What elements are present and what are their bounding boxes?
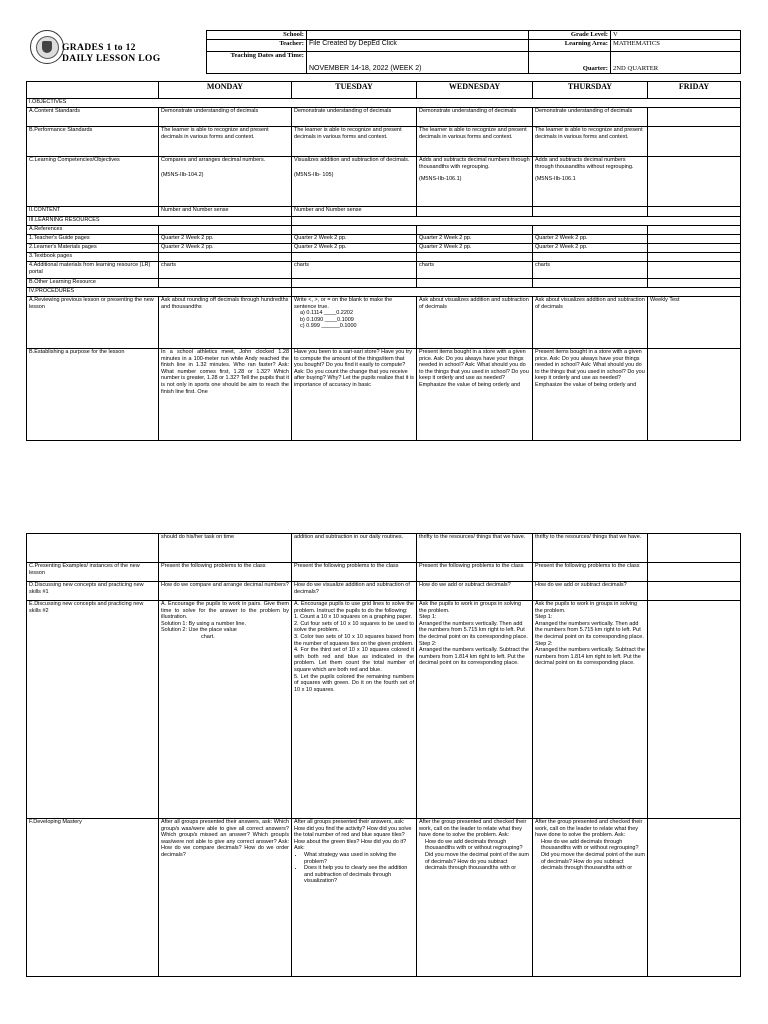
discussing2-thu-step-2-text: Arranged the numbers vertically. Subtract the numbers from 1.814 km right to left. Put the decimal point on its corresponding place. [535,647,645,667]
discussing2-thu [533,601,648,819]
title-line-1: GRADES 1 to 12 [62,42,136,53]
performance-standards-mon: The learner is able to recognize and present decimals in various forms and context. [159,127,292,157]
competencies-wed [417,157,533,207]
competencies-mon-code: (M5NS-IIb-104.2) [161,171,204,178]
day-monday: MONDAY [159,82,292,99]
mastery-tue-bullet-2: • Does it help you to clearly see the addition and subtraction of decimals through visualization? [304,865,414,885]
teaching-dates-value: NOVEMBER 14-18, 2022 (WEEK 2) [307,52,529,74]
textbook-label: 3.Textbook pages [27,253,159,262]
references-label: A.References [27,226,159,235]
purpose-mon: In a school athletics meet, John clocked 1.28 minutes in a 100-meter run while Andy reached the finish line in 1.32 minutes. Who ran faster? Ask: What number comes first, 1.28 or 1.32? Which number is greater, 1.28 or 1.32? Tell the pupils that it is not only in sports one should be aim to reach the finish line first. One [159,349,292,441]
mastery-thu-questions: How do we add decimals through thousandths with or without regrouping? Did you move the decimal point of the sum of decimals? How do you subtract decimals through thousandths with or [541,838,645,872]
content-standards-wed: Demonstrate understanding of decimals [417,108,533,127]
reviewing-tue-a: a) 0.1114 ____0.2202 [300,310,354,317]
competencies-tue-code: (M5NS-IIb- 105) [294,171,334,178]
discussing2-tue-step-5: 5. Let the pupils colored the remaining numbers of squares with green. Do it on the fourth set of 10 x 10 squares. [294,673,414,693]
teachers-guide-mon: Quarter 2 Week 2 pp. [159,235,292,244]
content-standards-mon: Demonstrate understanding of decimals [159,108,292,127]
discussing2-mon-text: A. Encourage the pupils to work in pairs. Give them time to solve for the answer to the problem by illustration. [161,601,289,621]
reviewing-thu: Ask about visualizes addition and subtraction of decimals [533,297,648,349]
mastery-tue-bullet-1: • What strategy was used in solving the problem? [304,852,414,865]
discussing2-tue [292,601,417,819]
cont-mon: should do his/her task on time [159,534,292,563]
mastery-thu-text: After the group presented and checked their work, call on the leader to relate what they have done to solve the problem. Ask: [535,819,643,839]
lesson-table-page-1 [26,81,741,441]
lesson-table-page-2 [26,533,741,977]
reviewing-mon: Ask about rounding off decimals through hundredths and thousandths [159,297,292,349]
competencies-thu [533,157,648,207]
content-tue: Number and Number sense [292,207,417,217]
presenting-tue: Present the following problems to the class [292,563,417,582]
learners-materials-label: 2.Learner's Materials pages [27,244,159,253]
reviewing-tue-text: Write <, >, or = on the blank to make the sentence true. [294,297,393,310]
procedures-heading: IV.PROCEDURES [27,288,292,297]
discussing2-tue-text: A. Encourage pupils to use grid lines to solve the problem. Instruct the pupils to do the following: [294,601,414,614]
learning-area-label: Learning Area: [529,40,611,52]
teachers-guide-tue: Quarter 2 Week 2 pp. [292,235,417,244]
discussing2-mon [159,601,292,819]
additional-materials-tue: charts [292,262,417,279]
discussing2-tue-step-4: 4. For the third set of 10 x 10 squares colored it with both red and blue as indicated in the problem. Let them count the total number of square which are both red and blue. [294,647,414,673]
cont-thu: thrifty to the resources/ things that we have. [533,534,648,563]
content-wed [417,207,533,217]
purpose-label: B.Establishing a purpose for the lesson [27,349,159,441]
competencies-wed-text: Adds and subtracts decimal numbers through thousandths with regrouping. [419,157,530,170]
teachers-guide-wed: Quarter 2 Week 2 pp. [417,235,533,244]
reviewing-fri: Weekly Test [648,297,741,349]
additional-materials-wed: charts [417,262,533,279]
purpose-tue: Have you been to a sari-sari store? Have you try to compute the amount of the things/item that you bought? Do you find it easily to compute? Ask: Do you count the change that you receive after buying? Why? Let the pupils realize that it is importance of accuracy in basic [292,349,417,441]
additional-materials-mon: charts [159,262,292,279]
discussing2-mon-solution-2b: chart. [201,633,215,640]
competencies-thu-text: Adds and subtracts decimal numbers through thousandths without regrouping. [535,157,634,170]
discussing1-tue: How do we visualize addition and subtraction of decimals? [292,582,417,601]
competencies-tue-text: Visualizes addition and subtraction of decimals. [294,157,410,163]
discussing2-label: E.Discussing new concepts and practicing new skills #2 [27,601,159,819]
discussing2-thu-step-2: Step 2: [535,640,553,647]
mastery-wed [417,819,533,977]
cont-tue: addition and subtraction in our daily routines. [292,534,417,563]
day-tuesday: TUESDAY [292,82,417,99]
reviewing-tue-c: c) 0.999 ______0.1000 [300,323,357,330]
quarter-value: 2ND QUARTER [611,52,741,74]
performance-standards-wed: The learner is able to recognize and present decimals in various forms and context. [417,127,533,157]
discussing2-wed-text: Ask the pupils to work in groups in solving the problem. [419,601,522,614]
additional-materials-label: 4.Additional materials from learning resource (LR) portal [27,262,159,279]
discussing1-mon: How do we compare and arrange decimal numbers? [159,582,292,601]
presenting-label: C.Presenting Examples/ instances of the new lesson [27,563,159,582]
mastery-thu [533,819,648,977]
discussing2-thu-step-1-text: Arranged the numbers vertically. Then add the numbers from 5.715 km right to left. Put the decimal point on its corresponding place. [535,620,644,640]
reviewing-tue [292,297,417,349]
mastery-wed-questions: How do we add decimals through thousandths with or without regrouping? Did you move the decimal point of the sum of decimals? How do you subtract decimals through thousandths with or [425,838,529,872]
discussing2-tue-step-2: 2. Cut four sets of 10 x 10 squares to be used to solve the problem. [294,620,414,634]
teacher-label: Teacher: [207,40,307,52]
content-thu [533,207,648,217]
learners-materials-wed: Quarter 2 Week 2 pp. [417,244,533,253]
day-friday: FRIDAY [648,82,741,99]
mastery-tue [292,819,417,977]
learners-materials-mon: Quarter 2 Week 2 pp. [159,244,292,253]
competencies-mon-text: Compares and arranges decimal numbers. [161,157,266,163]
discussing2-wed-step-1: Step 1: [419,614,437,621]
reviewing-tue-b: b) 0.1090 ____0.1009 [300,316,354,323]
presenting-wed: Present the following problems to the class [417,563,533,582]
discussing2-wed-step-2-text: Arranged the numbers vertically. Subtract the numbers from 1.814 km right to left. Put the decimal point on its corresponding place. [419,647,529,667]
competencies-mon [159,157,292,207]
discussing2-thu-text: Ask the pupils to work in groups in solving the problem. [535,601,638,614]
cont-label [27,534,159,563]
school-label: School: [207,31,307,40]
cont-wed: thrifty to the resources/ things that we have. [417,534,533,563]
quarter-label: Quarter: [529,52,611,74]
competencies-label: C.Learning Competencies/Objectives [27,157,159,207]
purpose-fri [648,349,741,441]
content-standards-thu: Demonstrate understanding of decimals [533,108,648,127]
learning-resources-heading: III.LEARNING RESOURCES [27,217,292,226]
additional-materials-thu: charts [533,262,648,279]
learners-materials-thu: Quarter 2 Week 2 pp. [533,244,648,253]
grade-level-label: Grade Level: [529,31,611,40]
discussing2-wed [417,601,533,819]
header-table [206,30,741,74]
day-thursday: THURSDAY [533,82,648,99]
discussing2-tue-step-3: 3. Color two sets of 10 x 10 squares based from the number of squares ties on the given problem. [294,633,414,647]
purpose-wed: Present items bought in a store with a given price. Ask: Do you always have your things needed in school? Ask: What should you do to the things that you used in school? Do you keep it orderly and use as needed? Emphasize the value of being orderly and [417,349,533,441]
content-mon: Number and Number sense [159,207,292,217]
competencies-thu-code: (M5NS-IIb-106.1 [535,176,576,183]
teaching-dates-label: Teaching Dates and Time: [207,52,307,74]
purpose-thu: Present items bought in a store with a given price. Ask: Do you always have your things needed in school? Ask: What should you do to the things that you used in school? Do you keep it orderly and use as needed? Emphasize the value of being orderly and [533,349,648,441]
teacher-value: File Created by DepEd Click [307,40,529,52]
teachers-guide-label: 1.Teacher's Guide pages [27,235,159,244]
competencies-fri [648,157,741,207]
discussing2-wed-step-2: Step 2: [419,640,437,647]
objectives-heading: I.OBJECTIVES [27,99,741,108]
discussing2-tue-step-1: 1. Count a 10 x 10 squares on a graphing paper. [294,614,413,621]
content-label: II.CONTENT [27,207,159,217]
content-standards-label: A.Content Standards [27,108,159,127]
discussing2-thu-step-1: Step 1: [535,614,553,621]
performance-standards-tue: The learner is able to recognize and present decimals in various forms and context. [292,127,417,157]
mastery-wed-text: After the group presented and checked their work, call on the leader to relate what they have done to solve the problem. Ask: [419,819,527,839]
performance-standards-thu: The learner is able to recognize and present decimals in various forms and context. [533,127,648,157]
page-2 [0,512,768,1024]
day-wednesday: WEDNESDAY [417,82,533,99]
discussing2-mon-solution-1: Solution 1: By using a number line. [161,620,246,627]
content-standards-fri [648,108,741,127]
mastery-tue-text: After all groups presented their answers, ask: How did you find the activity? How did you solve the total number of red and blue square tiles? How about the green tiles? How did you do it? Ask: [294,819,412,852]
discussing1-label: D.Discussing new concepts and practicing new skills #1 [27,582,159,601]
discussing1-thu: How do we add or subtract decimals? [533,582,648,601]
school-value [307,31,529,40]
content-standards-tue: Demonstrate understanding of decimals [292,108,417,127]
blank-corner [27,82,159,99]
learning-area-value: MATHEMATICS [611,40,741,52]
discussing2-wed-step-1-text: Arranged the numbers vertically. Then add the numbers from 5.715 km right to left. Put the decimal point on its corresponding place. [419,620,528,640]
presenting-mon: Present the following problems to the class [159,563,292,582]
competencies-tue [292,157,417,207]
discussing2-mon-solution-2: Solution 2: Use the place value [161,627,237,634]
competencies-wed-code: (M5NS-IIb-106.1) [419,176,462,183]
other-resource-label: B.Other Learning Resource [27,279,159,288]
discussing1-wed: How do we add or subtract decimals? [417,582,533,601]
learners-materials-tue: Quarter 2 Week 2 pp. [292,244,417,253]
mastery-mon: After all groups presented their answers, ask: Which group/s was/were able to give all correct answers? Which group/s missed an answer? Which group/s was/were not able to give any correct answer? Ask: How do we compare decimals? How do we order decimals? [159,819,292,977]
grade-level-value: V [611,31,741,40]
performance-standards-label: B.Performance Standards [27,127,159,157]
presenting-thu: Present the following problems to the class [533,563,648,582]
deped-seal-icon [30,30,64,64]
reviewing-label: A.Reviewing previous lesson or presenting the new lesson [27,297,159,349]
title-line-2: DAILY LESSON LOG [62,53,161,64]
mastery-label: F.Developing Mastery [27,819,159,977]
content-fri [648,207,741,217]
reviewing-wed: Ask about visualizes addition and subtraction of decimals [417,297,533,349]
performance-standards-fri [648,127,741,157]
teachers-guide-thu: Quarter 2 Week 2 pp. [533,235,648,244]
